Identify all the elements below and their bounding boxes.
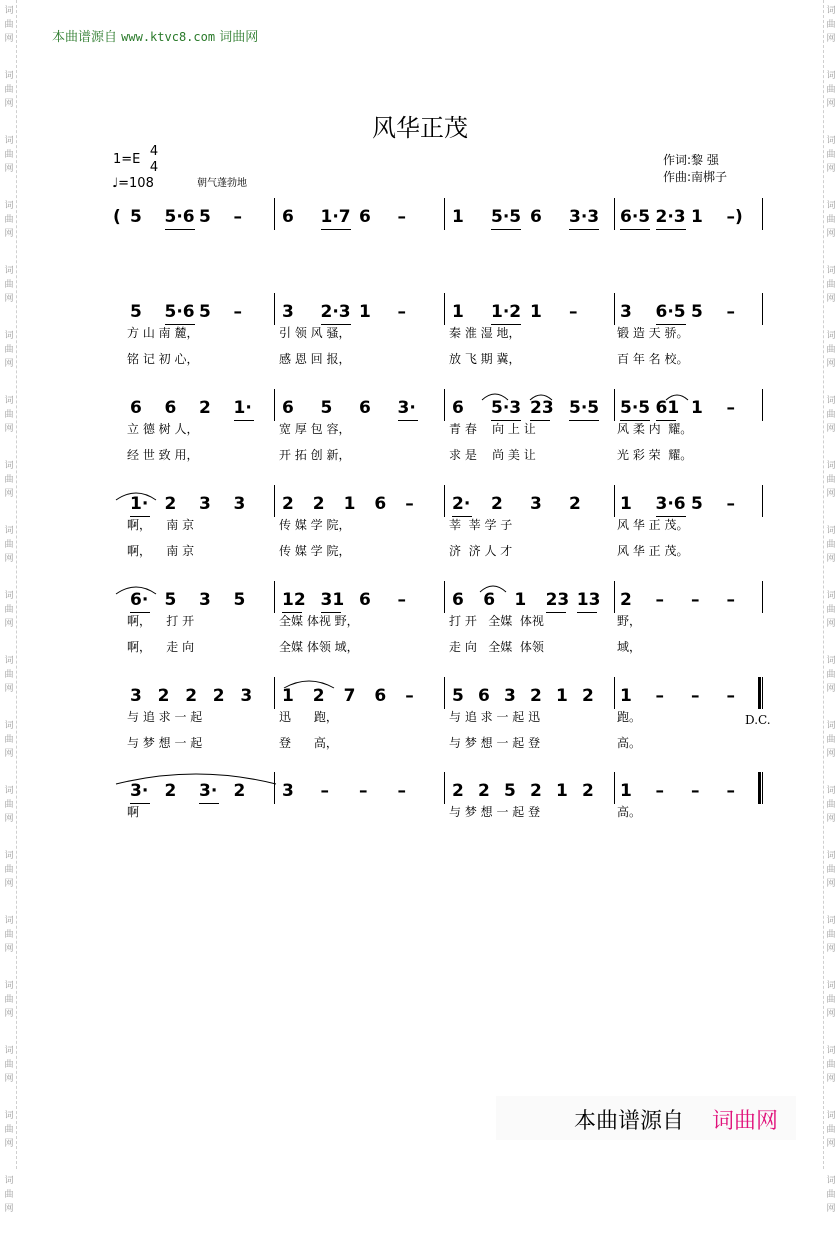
lyric-line: 引 领 风 骚， xyxy=(279,326,351,340)
barline xyxy=(614,772,615,804)
note: – xyxy=(726,590,735,610)
barline xyxy=(274,293,275,325)
note: 2 xyxy=(212,686,225,706)
note: 2 xyxy=(312,686,325,706)
note: 1 xyxy=(556,686,568,706)
note: 1 xyxy=(620,781,632,801)
slur xyxy=(116,486,156,500)
note: 5 xyxy=(504,781,516,801)
note: 6·5 xyxy=(655,302,686,322)
note: – xyxy=(726,398,735,418)
header-site-text: 词曲网 xyxy=(219,30,259,45)
lyric-line: 莘 莘 学 子 xyxy=(449,518,513,532)
barline xyxy=(274,581,275,613)
note: 5 xyxy=(199,302,211,322)
note: 6 xyxy=(374,686,387,706)
beam-underline xyxy=(321,229,351,230)
note: 6·5 xyxy=(620,207,651,227)
note: 5 xyxy=(691,302,703,322)
lyric-line: 与 追 求 一 起 xyxy=(127,710,203,724)
beam-underline xyxy=(282,612,302,613)
header-source-text: 本曲谱源自 xyxy=(52,30,118,45)
beam-underline xyxy=(234,420,254,421)
end-barline xyxy=(762,389,763,421)
note: – xyxy=(405,494,414,514)
note: 6 xyxy=(282,398,294,418)
slur xyxy=(116,764,276,784)
beam-underline xyxy=(620,229,650,230)
note: 6 xyxy=(478,686,490,706)
beam-underline xyxy=(656,516,686,517)
lyric-line: 全媒 体领 域， xyxy=(279,640,359,654)
end-barline xyxy=(762,198,763,230)
note: 2 xyxy=(312,494,325,514)
note: 1 xyxy=(514,590,527,610)
slur xyxy=(116,580,156,594)
time-sig-top: 4 xyxy=(149,144,159,159)
lyric-line: 传 媒 学 院， xyxy=(279,544,351,558)
barline xyxy=(444,389,445,421)
note: 6 xyxy=(130,398,142,418)
note: 6 xyxy=(282,207,294,227)
note: 3· xyxy=(397,398,416,418)
note: 1 xyxy=(282,686,294,706)
note: 1 xyxy=(343,494,356,514)
note: 2·3 xyxy=(320,302,351,322)
note: 1· xyxy=(233,398,252,418)
da-capo-mark: D.C. xyxy=(745,713,771,727)
note: 1· xyxy=(130,494,149,514)
slur xyxy=(666,390,688,400)
beam-underline xyxy=(398,420,418,421)
lyric-line: 百 年 名 校。 xyxy=(617,352,689,366)
barline xyxy=(444,198,445,230)
note: 3 xyxy=(504,686,516,706)
note: 2 xyxy=(282,494,294,514)
note: –) xyxy=(726,207,743,227)
note: 2 xyxy=(582,781,594,801)
lyric-line: 域， xyxy=(617,640,642,654)
lyric-line: 开 拓 创 新， xyxy=(279,448,351,462)
note: 23 xyxy=(530,398,554,418)
note: 2 xyxy=(157,686,170,706)
beam-underline xyxy=(656,420,676,421)
note: 6 xyxy=(164,398,177,418)
lyric-line: 野， xyxy=(617,614,642,628)
end-barline xyxy=(762,677,763,709)
barline xyxy=(274,485,275,517)
note: 23 xyxy=(545,590,570,610)
tempo-mark xyxy=(112,176,154,191)
final-barline xyxy=(758,677,761,709)
tempo-value: =108 xyxy=(118,176,154,191)
note: 5·3 xyxy=(491,398,522,418)
credits xyxy=(663,152,727,186)
note: 3 xyxy=(199,494,211,514)
footer-watermark xyxy=(496,1096,796,1140)
note: – xyxy=(359,781,368,801)
beam-underline xyxy=(491,324,521,325)
end-barline xyxy=(762,485,763,517)
note: – xyxy=(655,590,664,610)
beam-underline xyxy=(656,324,686,325)
note: – xyxy=(691,686,700,706)
barline xyxy=(614,293,615,325)
time-signature xyxy=(147,144,161,176)
note: 5 xyxy=(320,398,333,418)
lyric-line: 传 媒 学 院， xyxy=(279,518,351,532)
note: 3 xyxy=(240,686,253,706)
note: 5 xyxy=(233,590,246,610)
note: 3 xyxy=(130,686,142,706)
lyric-line: 高。 xyxy=(617,736,642,750)
lyric-line: 登 高， xyxy=(279,736,338,750)
note: – xyxy=(655,686,664,706)
beam-underline xyxy=(491,229,521,230)
lyric-line: 放 飞 期 冀， xyxy=(449,352,521,366)
barline xyxy=(614,198,615,230)
note: 1·7 xyxy=(320,207,351,227)
lyric-line: 锻 造 天 骄。 xyxy=(617,326,689,340)
note: 2·3 xyxy=(655,207,686,227)
note: 2 xyxy=(164,781,177,801)
lyric-line: 走 向 全媒 体领 xyxy=(449,640,544,654)
time-sig-bottom: 4 xyxy=(149,160,159,175)
beam-underline xyxy=(199,803,219,804)
beam-underline xyxy=(569,420,599,421)
note: 1 xyxy=(556,781,568,801)
note: 2 xyxy=(491,494,503,514)
lyric-line: 跑。 xyxy=(617,710,642,724)
note: 6 xyxy=(530,207,542,227)
lyric-line: 秦 淮 湿 地， xyxy=(449,326,521,340)
key-signature: 1=E xyxy=(113,152,141,167)
note: 6 xyxy=(483,590,496,610)
note: 2 xyxy=(452,781,464,801)
beam-underline xyxy=(546,612,566,613)
lyric-line: 风 柔 内 耀。 xyxy=(617,422,693,436)
note: 5 xyxy=(164,590,177,610)
footer-site-link[interactable]: 词曲网 xyxy=(712,1109,779,1134)
barline xyxy=(614,677,615,709)
beam-underline xyxy=(577,612,597,613)
note: 13 xyxy=(576,590,601,610)
barline xyxy=(614,581,615,613)
beam-underline xyxy=(452,516,472,517)
note: 6 xyxy=(359,398,371,418)
note: 2 xyxy=(233,781,246,801)
beam-underline xyxy=(569,229,599,230)
final-barline xyxy=(758,772,761,804)
note: 2 xyxy=(530,686,542,706)
beam-underline xyxy=(321,324,351,325)
open-paren: ( xyxy=(113,207,121,227)
quarter-note-icon: ♩ xyxy=(112,176,119,191)
lyric-line: 啊， 打 开 xyxy=(127,614,195,628)
lyric-line: 啊， 走 向 xyxy=(127,640,195,654)
note: – xyxy=(691,590,700,610)
note: 1 xyxy=(452,207,464,227)
note: – xyxy=(397,590,406,610)
beam-underline xyxy=(620,420,650,421)
lyric-line: 求 是 尚 美 让 xyxy=(449,448,536,462)
lyric-line: 高。 xyxy=(617,805,642,819)
lyric-line: 风 华 正 茂。 xyxy=(617,544,689,558)
song-title: 风华正茂 xyxy=(372,114,468,142)
note: – xyxy=(726,302,735,322)
note: 1 xyxy=(530,302,542,322)
note: 3 xyxy=(530,494,542,514)
lyric-line: 济 济 人 才 xyxy=(449,544,513,558)
lyric-line: 全媒 体视 野， xyxy=(279,614,359,628)
lyric-line: 感 恩 回 报， xyxy=(279,352,351,366)
slur xyxy=(480,580,506,592)
lyric-line: 风 华 正 茂。 xyxy=(617,518,689,532)
slur xyxy=(482,388,508,400)
note: 5·6 xyxy=(164,302,195,322)
barline xyxy=(444,293,445,325)
source-header xyxy=(52,26,258,45)
note: 2 xyxy=(569,494,581,514)
note: 5·5 xyxy=(491,207,522,227)
note: – xyxy=(233,207,242,227)
beam-underline xyxy=(165,324,195,325)
beam-underline xyxy=(130,612,150,613)
note: 2 xyxy=(582,686,594,706)
end-barline xyxy=(762,581,763,613)
note: 2 xyxy=(185,686,198,706)
note: – xyxy=(655,781,664,801)
expression-mark: 朝气蓬勃地 xyxy=(197,178,247,189)
note: 2 xyxy=(530,781,542,801)
note: 5 xyxy=(199,207,211,227)
lyric-line: 啊 xyxy=(127,805,140,819)
barline xyxy=(444,677,445,709)
note: 1 xyxy=(691,207,703,227)
note: – xyxy=(320,781,329,801)
lyric-line: 迅 跑， xyxy=(279,710,338,724)
lyric-line: 与 梦 想 一 起 登 xyxy=(449,805,541,819)
note: 3 xyxy=(620,302,632,322)
note: 6 xyxy=(452,590,464,610)
note: 6 xyxy=(374,494,387,514)
note: 3·6 xyxy=(655,494,686,514)
barline xyxy=(614,389,615,421)
note: 3· xyxy=(130,781,149,801)
barline xyxy=(444,772,445,804)
beam-underline xyxy=(656,229,686,230)
barline xyxy=(444,581,445,613)
beam-underline xyxy=(321,612,341,613)
note: 3·3 xyxy=(569,207,600,227)
lyric-line: 光 彩 荣 耀。 xyxy=(617,448,693,462)
note: 7 xyxy=(343,686,356,706)
note: 1·2 xyxy=(491,302,522,322)
note: – xyxy=(569,302,578,322)
note: 2 xyxy=(620,590,632,610)
lyricist: 作词:黎 强 xyxy=(663,153,719,167)
note: 5·5 xyxy=(569,398,600,418)
end-barline xyxy=(762,293,763,325)
lyric-line: 宽 厚 包 容， xyxy=(279,422,351,436)
note: 12 xyxy=(282,590,306,610)
beam-underline xyxy=(491,420,521,421)
slur xyxy=(530,390,552,400)
note: – xyxy=(691,781,700,801)
lyric-line: 铭 记 初 心， xyxy=(127,352,199,366)
note: – xyxy=(405,686,414,706)
lyric-line: 方 山 南 麓， xyxy=(127,326,199,340)
note: – xyxy=(397,302,406,322)
note: 1 xyxy=(620,494,632,514)
note: 6 xyxy=(452,398,464,418)
lyric-line: 啊， 南 京 xyxy=(127,518,195,532)
note: 31 xyxy=(320,590,345,610)
note: 3 xyxy=(282,302,294,322)
note: 6 xyxy=(359,590,371,610)
note: 1 xyxy=(452,302,464,322)
barline xyxy=(444,485,445,517)
note: – xyxy=(726,781,735,801)
note: 2 xyxy=(164,494,177,514)
note: – xyxy=(726,686,735,706)
barline xyxy=(614,485,615,517)
note: 1 xyxy=(620,686,632,706)
note: 3 xyxy=(282,781,294,801)
note: 5·5 xyxy=(620,398,651,418)
footer-source-text: 本曲谱源自 xyxy=(574,1109,685,1134)
note: 2· xyxy=(452,494,471,514)
lyric-line: 立 德 树 人， xyxy=(127,422,199,436)
note: 2 xyxy=(199,398,211,418)
beam-underline xyxy=(130,803,150,804)
lyric-line: 与 追 求 一 起 迅 xyxy=(449,710,541,724)
note: 5·6 xyxy=(164,207,195,227)
note: – xyxy=(397,207,406,227)
lyric-line: 与 梦 想 一 起 xyxy=(127,736,203,750)
note: 5 xyxy=(130,207,142,227)
lyric-line: 啊， 南 京 xyxy=(127,544,195,558)
composer: 作曲:南梆子 xyxy=(663,170,728,184)
beam-underline xyxy=(165,229,195,230)
barline xyxy=(274,677,275,709)
note: 1 xyxy=(359,302,371,322)
left-watermark-strip: 词 曲 网 词 曲 网 词 曲 网 词 曲 网 词 曲 网 词 曲 网 词 曲 网 词 曲 网 词 曲 网 词 曲 网 词 曲 网 词 曲 网 词 曲 网 词 曲 网 词 曲 网 词 曲 网 词 曲 网 词 曲 网 词 曲 网 xyxy=(2,0,17,1169)
note: 6 xyxy=(359,207,371,227)
lyric-line: 经 世 致 用， xyxy=(127,448,199,462)
note: 6· xyxy=(130,590,149,610)
note: 2 xyxy=(478,781,490,801)
header-url-link[interactable]: www.ktvc8.com xyxy=(121,30,216,44)
lyric-line: 与 梦 想 一 起 登 xyxy=(449,736,541,750)
barline xyxy=(274,389,275,421)
note: 5 xyxy=(130,302,142,322)
barline xyxy=(274,198,275,230)
beam-underline xyxy=(530,420,550,421)
end-barline xyxy=(762,772,763,804)
note: – xyxy=(233,302,242,322)
beam-underline xyxy=(130,516,150,517)
note: – xyxy=(726,494,735,514)
note: 5 xyxy=(452,686,464,706)
note: 61 xyxy=(655,398,680,418)
lyric-line: 打 开 全媒 体视 xyxy=(449,614,544,628)
note: 5 xyxy=(691,494,703,514)
lyric-line: 青 春 向 上 让 xyxy=(449,422,536,436)
note: – xyxy=(397,781,406,801)
slur xyxy=(284,674,334,688)
note: 3 xyxy=(233,494,246,514)
note: 3· xyxy=(199,781,218,801)
note: 1 xyxy=(691,398,703,418)
right-watermark-strip: 词 曲 网 词 曲 网 词 曲 网 词 曲 网 词 曲 网 词 曲 网 词 曲 网 词 曲 网 词 曲 网 词 曲 网 词 曲 网 词 曲 网 词 曲 网 词 曲 网 词 曲 网 词 曲 网 词 曲 网 词 曲 网 词 曲 网 xyxy=(823,0,838,1169)
note: 3 xyxy=(199,590,211,610)
